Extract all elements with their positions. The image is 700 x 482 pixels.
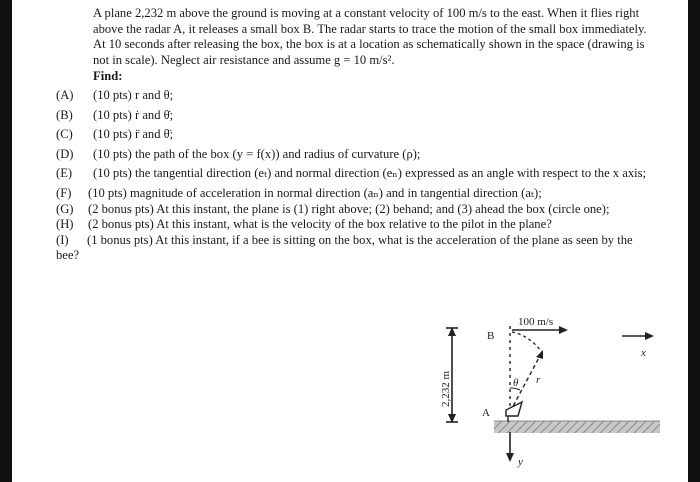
question-item-h — [56, 217, 656, 233]
question-label: (A) — [56, 87, 74, 102]
trajectory-path — [512, 332, 542, 352]
question-text: (10 pts) the path of the box (y = f(x)) and radius of curvature (ρ); — [93, 146, 421, 161]
question-label: (F) — [56, 185, 72, 200]
question-label: (B) — [56, 107, 73, 122]
velocity-label: 100 m/s — [518, 316, 554, 328]
radar-a-label: A — [482, 407, 490, 419]
question-item-e — [56, 166, 656, 182]
height-label: 2,232 m — [440, 370, 452, 407]
left-black-border — [0, 0, 12, 482]
theta-label: θ — [513, 377, 519, 389]
question-item-a — [56, 88, 656, 104]
y-axis-arrow — [506, 432, 514, 462]
point-b-label: B — [487, 330, 495, 342]
find-heading: Find: — [93, 69, 123, 84]
r-label: r — [536, 374, 541, 386]
question-label: (H) — [56, 217, 74, 232]
right-black-border — [688, 0, 700, 482]
problem-intro: A plane 2,232 m above the ground is moving at a constant velocity of 100 m/s to the east. When it flies right above the radar A, it releases a small box B. The radar starts to trace the motion of the small box immediately. At 10 seconds after releasing the box, the box is at a location as schematically shown in the space (drawing is not in scale). Neglect air resistance and assume g = 10 m/s². — [93, 6, 647, 67]
question-text: (10 pts) r̈ and θ̈; — [93, 127, 174, 142]
question-list — [56, 88, 656, 264]
question-label: (E) — [56, 166, 73, 181]
problem-figure — [432, 312, 672, 472]
question-text: (10 pts) ṙ and θ̇; — [93, 107, 174, 122]
question-item-i — [56, 233, 656, 264]
question-item-d — [56, 147, 656, 163]
ground-hatch — [494, 421, 660, 433]
question-text: (2 bonus pts) At this instant, the plane is (1) right above; (2) behand; and (3) ahead the box (circle one); — [88, 201, 610, 216]
question-item-f — [56, 186, 656, 202]
x-axis-label: x — [641, 347, 646, 359]
question-text: (2 bonus pts) At this instant, what is the velocity of the box relative to the pilot in the plane? — [88, 217, 552, 232]
question-label: (I) — [56, 232, 69, 247]
position-vector-arrowhead — [536, 350, 543, 359]
problem-statement — [56, 6, 656, 268]
question-text: (10 pts) the tangential direction (eₜ) and normal direction (eₙ) expressed as an angle with respect to the x axis; — [93, 166, 647, 181]
question-item-g — [56, 202, 656, 218]
question-text: (10 pts) r and θ; — [93, 87, 174, 102]
question-label: (G) — [56, 201, 74, 216]
question-label: (D) — [56, 146, 74, 161]
question-item-c — [56, 127, 656, 143]
question-label: (C) — [56, 127, 73, 142]
question-item-b — [56, 108, 656, 124]
question-text: (10 pts) magnitude of acceleration in normal direction (aₙ) and in tangential direction (aₜ); — [88, 185, 542, 200]
x-axis-arrow — [622, 332, 654, 340]
y-axis-label: y — [518, 456, 523, 468]
question-text: (1 bonus pts) At this instant, if a bee is sitting on the box, what is the acceleration of the plane as seen by the bee? — [56, 232, 633, 263]
